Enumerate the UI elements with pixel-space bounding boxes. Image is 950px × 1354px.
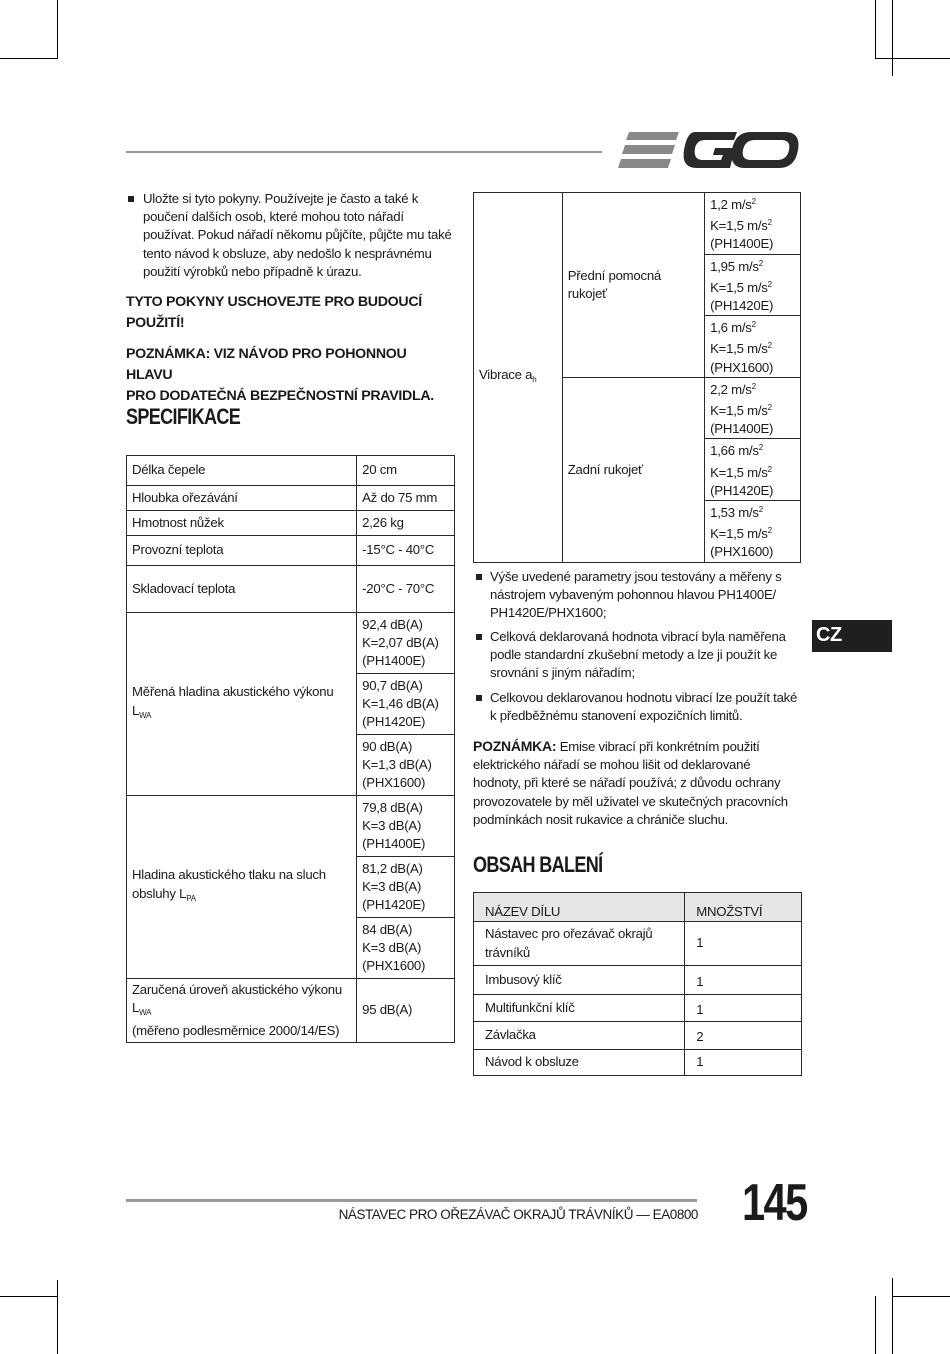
part-qty: 1 [685,922,802,966]
bullet-marker [128,196,134,202]
ego-logo [617,128,801,172]
power-head-note-heading: POZNÁMKA: VIZ NÁVOD PRO POHONNOU HLAVU PRO DODATEČNÁ BEZPEČNOSTNÍ PRAVIDLA. [126,346,434,404]
spec-value: 90 dB(A) K=1,3 dB(A) (PHX1600) [357,735,455,796]
vibration-note-2: Celková deklarovaná hodnota vibrací byla naměřena podle standardní zkušební metody a lze ji použít ke srovnání s jiným nářadím; [490,629,786,681]
table-row [474,1022,802,1050]
part-name: Multifunkční klíč [474,995,685,1022]
column-header: NÁZEV DÍLU [474,893,685,922]
table-row [127,796,455,857]
header-rule [126,151,602,153]
table-row [474,995,802,1022]
vibration-value: 1,6 $m/s^2$ K=1,5 $m/s^2$ (PHX1600) [705,316,801,378]
bullet-marker [476,695,482,701]
footer-rule [126,1199,697,1202]
spec-value: 95 dB(A) [357,979,455,1043]
table-row [127,566,455,613]
table-row [127,536,455,566]
table-row [474,922,802,966]
specs-table [126,455,455,1043]
spec-label-sound-pressure: Hladina akustického tlaku na sluch obsluhy $L_{PA}$ [127,796,357,979]
spec-label-sound-power: Měřená hladina akustického výkonu $L_{WA}$ [127,613,357,796]
spec-value: 92,4 dB(A) K=2,07 dB(A) (PH1400E) [357,613,455,674]
spec-label: Hmotnost nůžek [127,511,357,536]
spec-label: Délka čepele [127,456,357,486]
table-row [127,979,455,1043]
spec-value: 2,26 kg [357,511,455,536]
spec-value: 84 dB(A) K=3 dB(A) (PHX1600) [357,918,455,979]
table-row [127,486,455,511]
table-row [474,1050,802,1076]
spec-value: -15°C - 40°C [357,536,455,566]
table-row [474,966,802,995]
spec-value: Až do 75 mm [357,486,455,511]
spec-value: 20 cm [357,456,455,486]
table-row [474,193,801,255]
table-row [127,511,455,536]
footer-title: NÁSTAVEC PRO OŘEZÁVAČ OKRAJŮ TRÁVNÍKŮ — EA0800 [338,1207,698,1222]
table-row [127,456,455,486]
vibration-front-handle: Přední pomocná rukojeť [562,193,704,378]
part-qty: 1 [685,966,802,995]
part-qty: 1 [685,995,802,1022]
safety-bullet-text: Uložte si tyto pokyny. Používejte je často a také k poučení dalších osob, které mohou toto nářadí používat. Pokud nářadí někomu půjčíte, půjčte mu také tento návod k obsluze, aby nedošlo k nesprávnému použití výrobků nebo případně k úrazu. [143,191,452,279]
vibration-value: 1,53 $m/s^2$ K=1,5 $m/s^2$ (PHX1600) [705,501,801,563]
spec-label-guaranteed-power: Zaručená úroveň akustického výkonu $L_{WA}$ (měřeno podlesměrnice 2000/14/ES) [127,979,357,1043]
vibration-value: 2,2 $m/s^2$ K=1,5 $m/s^2$ (PH1400E) [705,377,801,439]
table-row [127,613,455,674]
vibration-label: Vibrace $a_h$ [474,193,563,563]
vibration-remark: POZNÁMKA: Emise vibrací při konkrétním použití elektrického nářadí se mohou lišit od deklarované hodnoty, při které se nářadí používá; z důvodu ochrany provozovatele by měl uživatel ve skutečných pracovních podmínkách nosit rukavice a chrániče sluchu. [473,738,788,827]
page-number: 145 [742,1174,807,1232]
package-title: OBSAH BALENÍ [473,852,603,877]
vibration-value: 1,2 $m/s^2$ K=1,5 $m/s^2$ (PH1400E) [705,193,801,255]
keep-instructions-heading: TYTO POKYNY USCHOVEJTE PRO BUDOUCÍ POUŽITÍ! [126,294,422,331]
spec-label: Hloubka ořezávání [127,486,357,511]
part-name: Nástavec pro ořezávač okrajů trávníků [474,922,685,966]
spec-value: 90,7 dB(A) K=1,46 dB(A) (PH1420E) [357,674,455,735]
vibration-value: 1,66 $m/s^2$ K=1,5 $m/s^2$ (PH1420E) [705,439,801,501]
column-header: MNOŽSTVÍ [685,893,802,922]
spec-label: Skladovací teplota [127,566,357,613]
language-tab [812,620,892,652]
part-qty: 2 [685,1022,802,1050]
bullet-marker [476,634,482,640]
vibration-note-3: Celkovou deklarovanou hodnotu vibrací lze použít také k předběžnému stanovení expozičních limitů. [490,690,798,724]
spec-label: Provozní teplota [127,536,357,566]
spec-value: 79,8 dB(A) K=3 dB(A) (PH1400E) [357,796,455,857]
specs-title: SPECIFIKACE [126,404,241,429]
bullet-marker [476,574,482,580]
package-table [473,892,802,1076]
part-name: Návod k obsluze [474,1050,685,1076]
spec-value: 81,2 dB(A) K=3 dB(A) (PH1420E) [357,857,455,918]
part-name: Závlačka [474,1022,685,1050]
spec-value: -20°C - 70°C [357,566,455,613]
part-name: Imbusový klíč [474,966,685,995]
language-tab-label: CZ [816,624,842,646]
vibration-value: 1,95 $m/s^2$ K=1,5 $m/s^2$ (PH1420E) [705,254,801,316]
part-qty: 1 [685,1050,802,1076]
vibration-rear-handle: Zadní rukojeť [562,377,704,562]
vibration-note-1: Výše uvedené parametry jsou testovány a měřeny s nástrojem vybaveným pohonnou hlavou PH1400E/ PH1420E/PHX1600; [490,569,782,621]
table-header-row [474,893,802,922]
vibration-table [473,192,801,563]
